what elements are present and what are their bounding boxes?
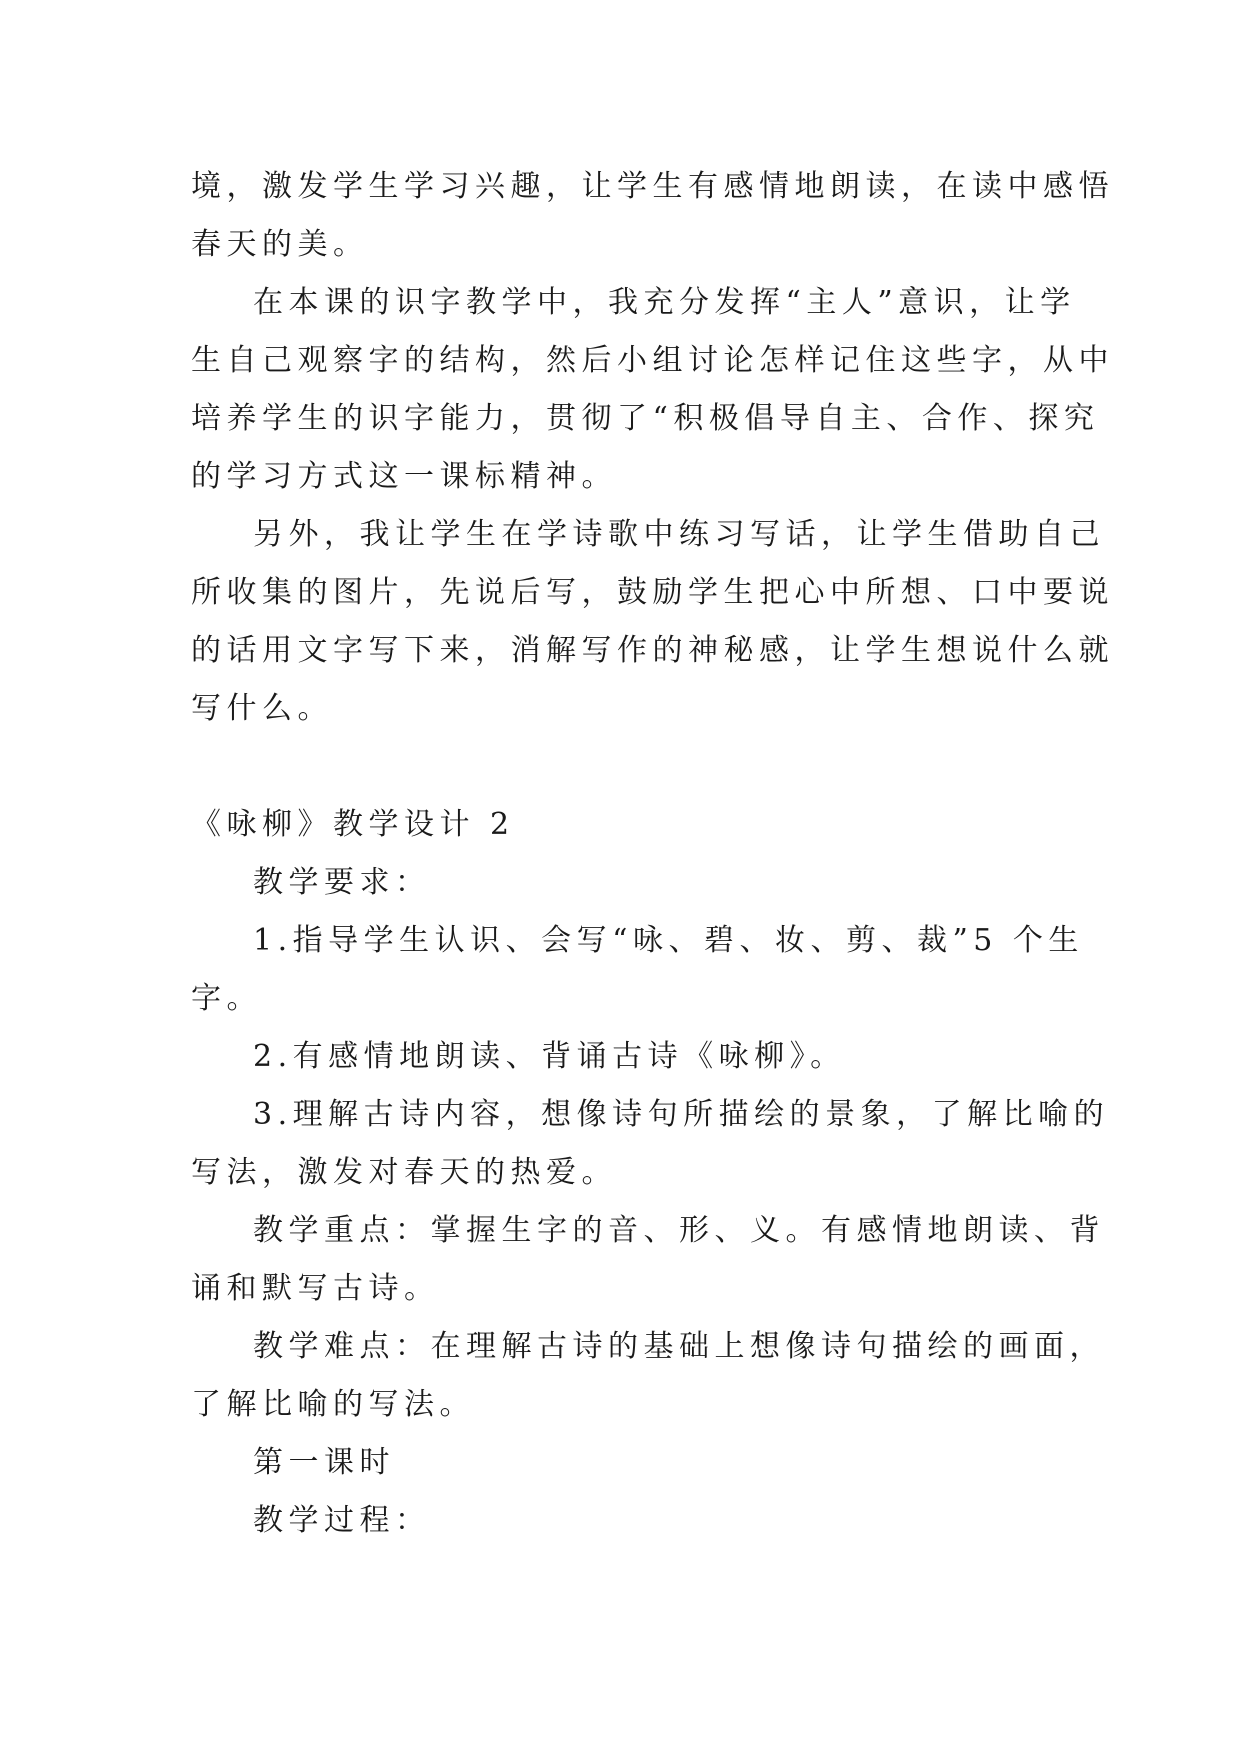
requirements-heading: 教学要求：: [253, 865, 431, 900]
paragraph-2: [191, 274, 1114, 506]
lesson-label: 第一课时: [253, 1445, 395, 1480]
text-line: 的学习方式这一课标精神。: [191, 459, 617, 494]
process-heading: 教学过程：: [253, 1503, 431, 1538]
text-line: 的话用文字写下来，消解写作的神秘感，让学生想说什么就: [191, 633, 1114, 668]
text-line: 培养学生的识字能力，贯彻了“积极倡导自主、合作、探究: [191, 401, 1100, 436]
text-line: 了解比喻的写法。: [191, 1387, 475, 1422]
requirement-1: [191, 912, 1084, 1028]
key-points: [191, 1202, 1105, 1318]
paragraph-3: [191, 506, 1114, 738]
text-line: 诵和默写古诗。: [191, 1271, 440, 1306]
text-line: 写法，激发对春天的热爱。: [191, 1155, 617, 1190]
requirement-3: [191, 1086, 1110, 1202]
paragraph-1: [191, 158, 1114, 274]
text-line: 境，激发学生学习兴趣，让学生有感情地朗读，在读中感悟: [191, 169, 1114, 204]
text-line: 教学难点：在理解古诗的基础上想像诗句描绘的画面，: [253, 1329, 1105, 1364]
requirement-2: 2.有感情地朗读、背诵古诗《咏柳》。: [253, 1039, 846, 1074]
text-line: 1.指导学生认识、会写“咏、碧、妆、剪、裁”5 个生: [253, 923, 1084, 958]
text-line: 3.理解古诗内容，想像诗句所描绘的景象，了解比喻的: [253, 1097, 1110, 1132]
text-line: 教学重点：掌握生字的音、形、义。有感情地朗读、背: [253, 1213, 1105, 1248]
text-line: 所收集的图片，先说后写，鼓励学生把心中所想、口中要说: [191, 575, 1114, 610]
text-line: 写什么。: [191, 691, 333, 726]
text-line: 在本课的识字教学中，我充分发挥“主人”意识，让学: [253, 285, 1076, 320]
text-line: 字。: [191, 981, 262, 1016]
section-title: 《咏柳》教学设计 2: [191, 807, 515, 842]
section-spacer: [191, 738, 1053, 796]
difficulties: [191, 1318, 1105, 1434]
text-line: 春天的美。: [191, 227, 369, 262]
text-line: 生自己观察字的结构，然后小组讨论怎样记住这些字，从中: [191, 343, 1114, 378]
text-line: 另外，我让学生在学诗歌中练习写话，让学生借助自己: [253, 517, 1105, 552]
document-page: [191, 158, 1114, 1550]
